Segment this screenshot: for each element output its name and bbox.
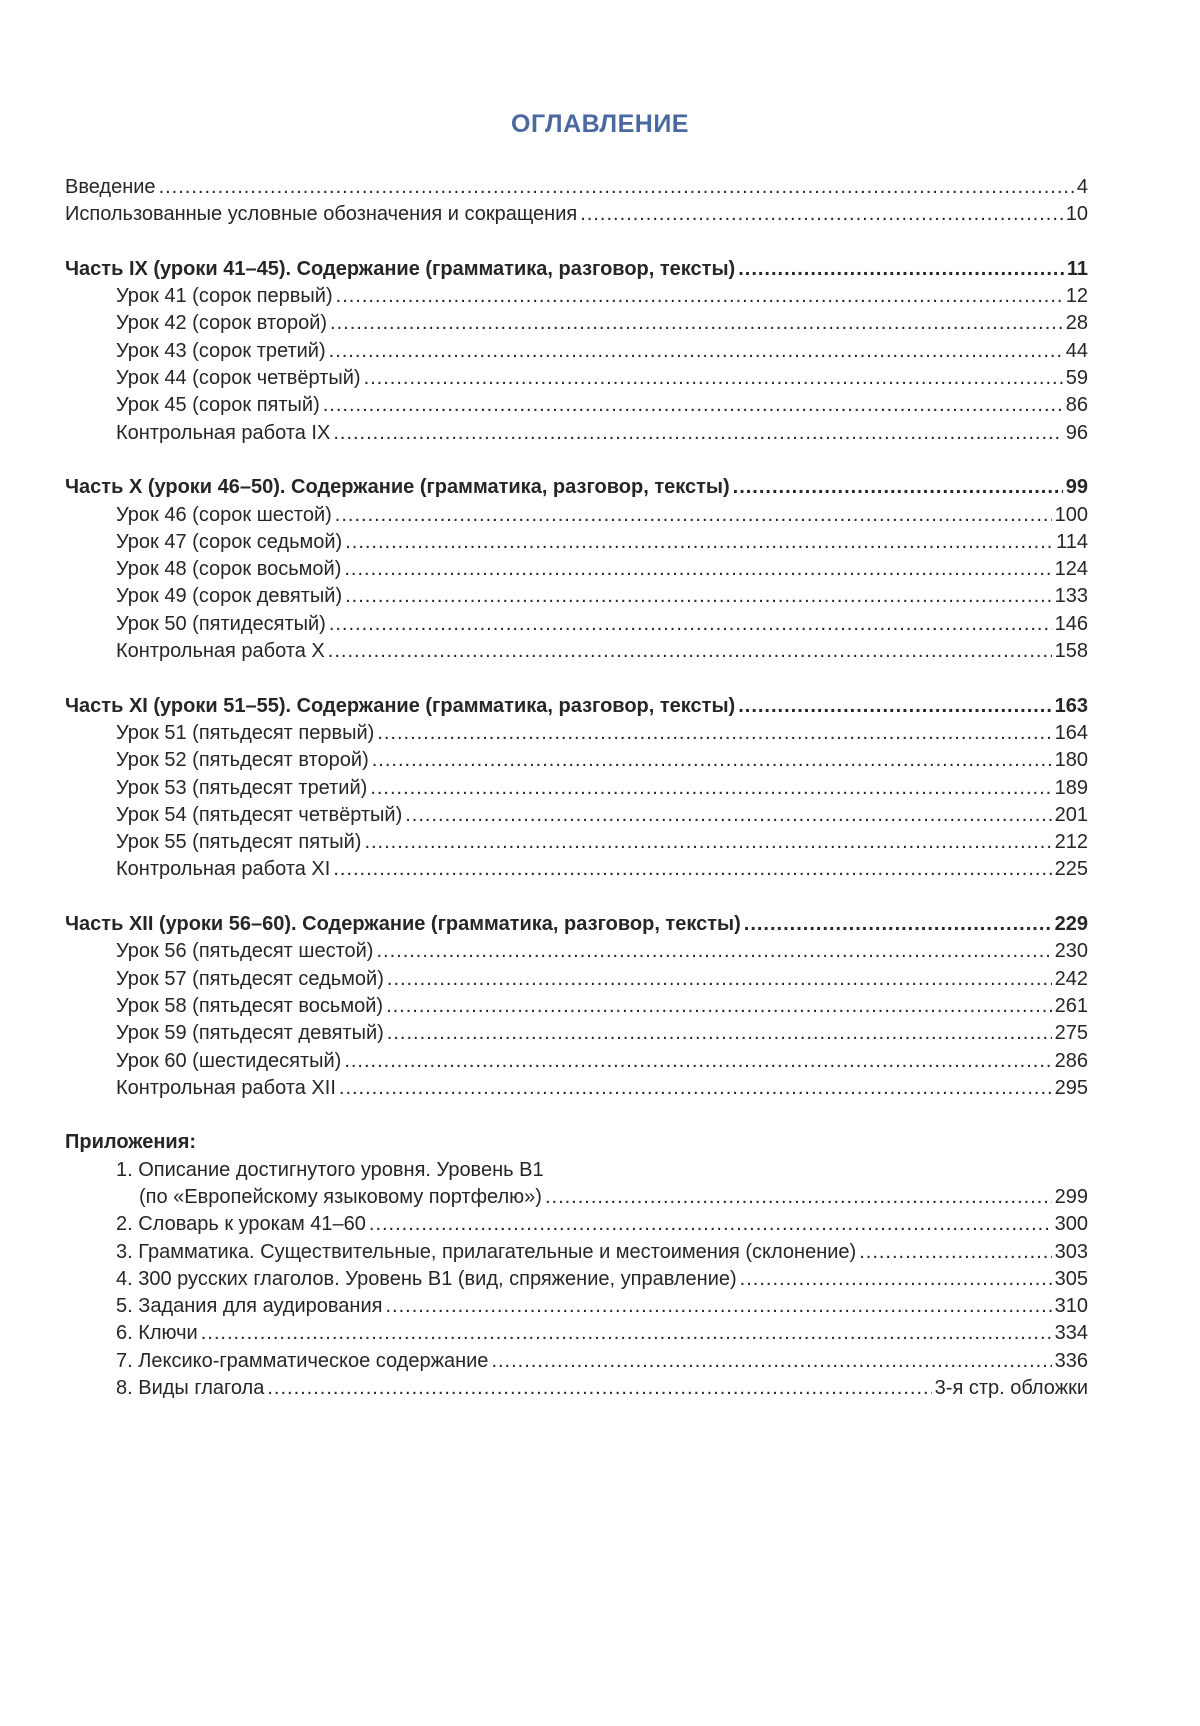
toc-entry — [0, 1075, 1200, 1102]
toc-entry — [0, 1375, 1200, 1402]
toc-entry — [0, 1020, 1200, 1047]
toc-entry — [0, 392, 1200, 419]
toc-entry-page: 146 — [1054, 612, 1088, 635]
toc-entry — [0, 1211, 1200, 1238]
toc-leader-dots — [336, 283, 1063, 310]
toc-entry-label: 4. 300 русских глаголов. Уровень В1 (вид, спряжение, управление) — [116, 1267, 737, 1290]
toc-entry-label: 8. Виды глагола — [116, 1377, 265, 1400]
toc-entry-label: Часть IX (уроки 41–45). Содержание (грамматика, разговор, тексты) — [65, 257, 736, 280]
toc-entry-label: Урок 56 (пятьдесят шестой) — [116, 940, 374, 963]
toc-section-entry — [0, 911, 1200, 938]
toc-leader-dots — [339, 1075, 1052, 1102]
toc-entry — [0, 1320, 1200, 1347]
toc-entry-label: Часть XII (уроки 56–60). Содержание (грамматика, разговор, тексты) — [65, 913, 741, 936]
toc-leader-dots — [740, 1266, 1052, 1293]
toc-section-entry — [0, 1129, 1200, 1156]
toc-entry-page: 4 — [1076, 176, 1088, 198]
toc-leader-dots — [733, 474, 1063, 501]
toc-entry-page: 114 — [1056, 530, 1088, 553]
toc-entry-page: 163 — [1054, 694, 1088, 717]
toc-entry — [0, 583, 1200, 610]
toc-entry-page: 229 — [1054, 913, 1088, 936]
toc-entry-label: Урок 59 (пятьдесят девятый) — [116, 1022, 384, 1045]
toc-entry-label: Урок 58 (пятьдесят восьмой) — [116, 994, 384, 1017]
toc-leader-dots — [328, 638, 1052, 665]
toc-entry-page: 295 — [1054, 1076, 1088, 1099]
toc-entry — [0, 1239, 1200, 1266]
toc-entry-page: 12 — [1065, 285, 1088, 308]
toc-entry — [0, 529, 1200, 556]
toc-entry — [0, 174, 1200, 201]
toc-entry — [0, 1293, 1200, 1320]
toc-entry-label: 3. Грамматика. Существительные, прилагательные и местоимения (склонение) — [116, 1240, 857, 1263]
toc-leader-dots — [376, 938, 1051, 965]
toc-leader-dots — [738, 256, 1064, 283]
toc-entry — [0, 1157, 1200, 1184]
toc-entry-page: 11 — [1066, 257, 1088, 280]
toc-entry — [0, 775, 1200, 802]
toc-entry — [0, 310, 1200, 337]
toc-leader-dots — [335, 502, 1052, 529]
toc-leader-dots — [159, 174, 1074, 201]
toc-entry — [0, 201, 1200, 228]
toc-entry-label: Часть X (уроки 46–50). Содержание (грамматика, разговор, тексты) — [65, 476, 730, 499]
toc-entry — [0, 420, 1200, 447]
toc-entry — [0, 556, 1200, 583]
toc-leader-dots — [364, 829, 1051, 856]
toc-entry-label: 7. Лексико-грамматическое содержание — [116, 1349, 489, 1372]
toc-entry-label: Урок 41 (сорок первый) — [116, 285, 333, 308]
toc-entry-page: 158 — [1054, 640, 1088, 663]
toc-entry — [0, 611, 1200, 638]
toc-entry-label: Использованные условные обозначения и сокращения — [65, 203, 578, 226]
toc-entry-label: Контрольная работа X — [116, 640, 325, 663]
toc-entry-page: 3-я стр. обложки — [934, 1377, 1088, 1400]
toc-entry — [0, 1266, 1200, 1293]
toc-entry-label: (по «Европейскому языковому портфелю») — [139, 1185, 542, 1208]
page-title: ОГЛАВЛЕНИЕ — [511, 110, 689, 138]
toc-leader-dots — [364, 365, 1063, 392]
toc-entry-page: 275 — [1054, 1022, 1088, 1045]
toc-entry-page: 334 — [1054, 1322, 1088, 1345]
toc-entry-page: 310 — [1054, 1295, 1088, 1318]
toc-section-entry — [0, 693, 1200, 720]
toc-leader-dots — [369, 1211, 1052, 1238]
toc-entry-label: Урок 55 (пятьдесят пятый) — [116, 831, 362, 854]
toc-entry-label: 6. Ключи — [116, 1322, 198, 1345]
toc-entry-label: Урок 53 (пятьдесят третий) — [116, 776, 368, 799]
toc-leader-dots — [386, 993, 1052, 1020]
toc-entry — [0, 829, 1200, 856]
toc-entry-page: 86 — [1065, 394, 1088, 417]
toc-section-entry — [0, 474, 1200, 501]
toc-entry-label: Урок 50 (пятидесятый) — [116, 612, 326, 635]
toc-entry-page: 96 — [1065, 421, 1088, 444]
toc-entry-page: 261 — [1054, 994, 1088, 1017]
toc-entry-label: Контрольная работа XI — [116, 858, 331, 881]
toc-entry-page: 286 — [1054, 1049, 1088, 1072]
toc-entry-page: 303 — [1054, 1240, 1088, 1263]
toc-leader-dots — [345, 529, 1053, 556]
toc-entry-label: Урок 43 (сорок третий) — [116, 339, 326, 362]
toc-entry-label: Урок 51 (пятьдесят первый) — [116, 721, 375, 744]
toc-entry-label: Урок 49 (сорок девятый) — [116, 585, 343, 608]
toc-entry-page: 180 — [1054, 749, 1088, 772]
toc-entry-label: 2. Словарь к урокам 41–60 — [116, 1213, 366, 1236]
toc-entry-label: 1. Описание достигнутого уровня. Уровень В1 — [116, 1158, 544, 1181]
toc-leader-dots — [267, 1375, 931, 1402]
toc-entry-label: Контрольная работа IX — [116, 421, 331, 444]
toc-leader-dots — [385, 1293, 1051, 1320]
toc-entry-page: 336 — [1054, 1349, 1088, 1372]
toc-entry — [0, 856, 1200, 883]
toc-entry-page: 189 — [1054, 776, 1088, 799]
toc-entry-label: Урок 52 (пятьдесят второй) — [116, 749, 369, 772]
toc-leader-dots — [405, 802, 1051, 829]
toc-entry-label: Урок 60 (шестидесятый) — [116, 1049, 342, 1072]
toc-entry-label: Часть XI (уроки 51–55). Содержание (грамматика, разговор, тексты) — [65, 694, 736, 717]
toc-entry-page: 242 — [1054, 967, 1088, 990]
toc-leader-dots — [387, 1020, 1052, 1047]
toc-entry-label: Урок 57 (пятьдесят седьмой) — [116, 967, 384, 990]
toc-leader-dots — [491, 1348, 1051, 1375]
toc-leader-dots — [329, 611, 1052, 638]
toc-leader-dots — [738, 693, 1051, 720]
toc-entry-page: 44 — [1065, 339, 1088, 362]
toc-entry-label: Урок 46 (сорок шестой) — [116, 503, 332, 526]
toc-leader-dots — [330, 310, 1063, 337]
toc-section-entry — [0, 256, 1200, 283]
toc-entry — [0, 747, 1200, 774]
toc-entry-label: Урок 54 (пятьдесят четвёртый) — [116, 803, 403, 826]
toc-leader-dots — [344, 556, 1051, 583]
toc-entry-page: 59 — [1065, 367, 1088, 390]
toc-entry-label: Урок 45 (сорок пятый) — [116, 394, 320, 417]
toc-entry — [0, 1184, 1200, 1211]
toc-entry — [0, 1348, 1200, 1375]
toc-entry-page: 299 — [1054, 1185, 1088, 1208]
toc-entry-label: Урок 47 (сорок седьмой) — [116, 530, 343, 553]
toc-entry — [0, 1048, 1200, 1075]
toc-entry-page: 230 — [1054, 940, 1088, 963]
toc-leader-dots — [377, 720, 1051, 747]
toc-entry-label: Урок 48 (сорок восьмой) — [116, 558, 342, 581]
toc-leader-dots — [323, 392, 1063, 419]
toc-entry-page: 212 — [1054, 831, 1088, 854]
toc-entry — [0, 938, 1200, 965]
toc-entry-label: Приложения: — [65, 1131, 197, 1154]
toc-entry — [0, 720, 1200, 747]
toc-entry — [0, 502, 1200, 529]
toc-leader-dots — [859, 1239, 1051, 1266]
toc-entry-page: 28 — [1065, 312, 1088, 335]
toc-leader-dots — [545, 1184, 1052, 1211]
toc-leader-dots — [744, 911, 1052, 938]
toc-entry — [0, 283, 1200, 310]
toc-entry — [0, 365, 1200, 392]
toc-entry — [0, 802, 1200, 829]
toc-entry-page: 164 — [1054, 721, 1088, 744]
toc-entry — [0, 966, 1200, 993]
toc-leader-dots — [387, 966, 1052, 993]
toc-leader-dots — [345, 583, 1052, 610]
toc-entry-label: Урок 44 (сорок четвёртый) — [116, 367, 361, 390]
toc-entry-label: Введение — [65, 176, 156, 198]
toc-entry-page: 201 — [1054, 803, 1088, 826]
toc-entry-page: 133 — [1054, 585, 1088, 608]
toc-entry-label: Урок 42 (сорок второй) — [116, 312, 328, 335]
toc-entry-page: 305 — [1054, 1267, 1088, 1290]
toc-leader-dots — [344, 1048, 1051, 1075]
toc-entry-page: 225 — [1054, 858, 1088, 881]
toc-leader-dots — [333, 856, 1051, 883]
toc-list — [0, 174, 1200, 1402]
toc-entry — [0, 638, 1200, 665]
toc-entry-page: 10 — [1065, 203, 1088, 226]
toc-entry-page: 99 — [1065, 476, 1088, 499]
toc-leader-dots — [201, 1320, 1052, 1347]
toc-entry-page: 100 — [1054, 503, 1088, 526]
toc-leader-dots — [370, 775, 1051, 802]
toc-entry — [0, 993, 1200, 1020]
toc-leader-dots — [333, 420, 1062, 447]
toc-entry-label: 5. Задания для аудирования — [116, 1295, 383, 1318]
toc-entry-page: 300 — [1054, 1213, 1088, 1236]
toc-leader-dots — [329, 338, 1063, 365]
toc-entry-label: Контрольная работа XII — [116, 1076, 336, 1099]
toc-leader-dots — [580, 201, 1063, 228]
toc-entry — [0, 338, 1200, 365]
toc-entry-page: 124 — [1054, 558, 1088, 581]
toc-leader-dots — [372, 747, 1052, 774]
